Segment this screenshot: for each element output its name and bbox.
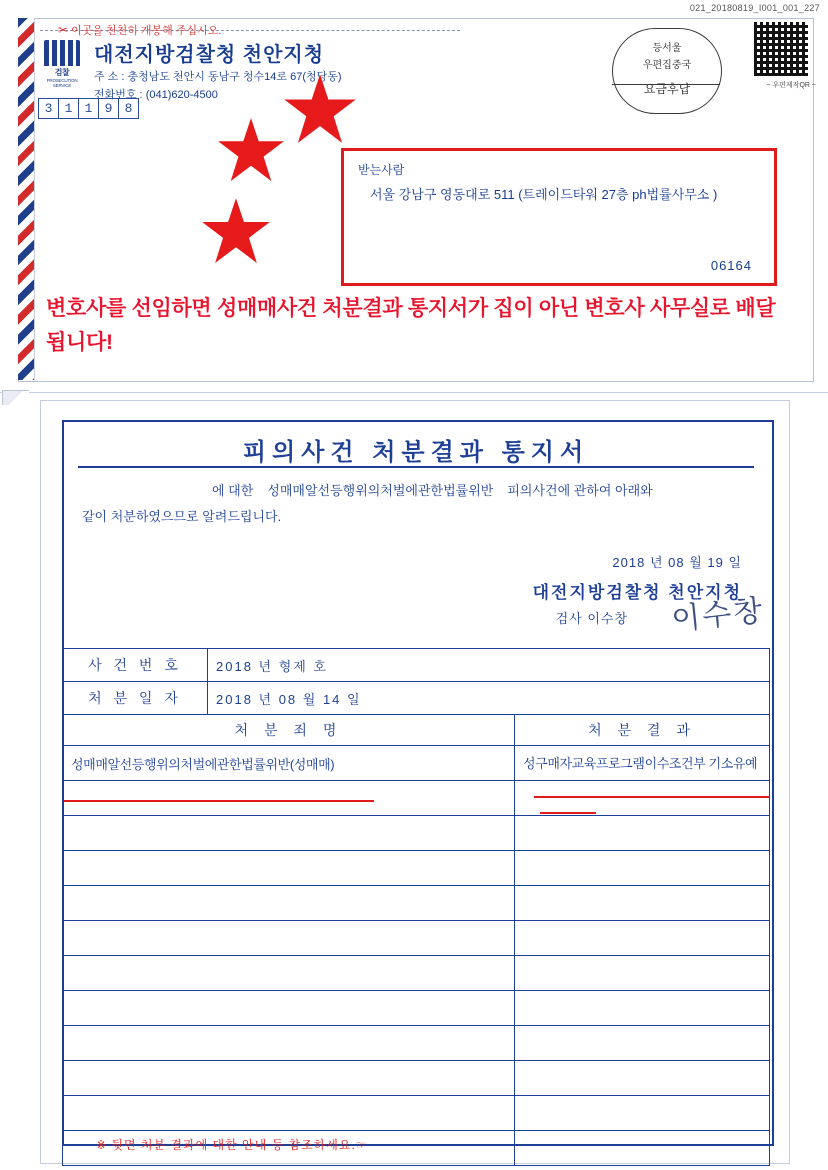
disposition-table — [62, 648, 770, 1166]
intro-line2: 같이 처분하였으므로 알려드립니다. — [82, 509, 282, 524]
case-number-label: 사 건 번 호 — [63, 649, 208, 682]
postmark-stamp — [612, 28, 722, 114]
table-row — [63, 1026, 770, 1061]
empty-cell — [63, 1026, 515, 1061]
disposal-date-label: 처 분 일 자 — [63, 682, 208, 715]
sender-office-name: 대전지방검찰청 천안지청 — [94, 44, 325, 66]
document-prosecutor: 검사 이수창 — [555, 611, 628, 626]
crime-name-cell: 성매매알선등행위의처벌에관한법률위반(성매매) — [63, 746, 515, 781]
table-row — [63, 746, 770, 781]
empty-cell — [515, 1026, 770, 1061]
empty-cell — [515, 956, 770, 991]
column-header-crime: 처 분 죄 명 — [63, 715, 515, 746]
postmark-line2: 우편집중국 — [642, 60, 692, 71]
table-header-row — [63, 715, 770, 746]
red-underline-result-2 — [540, 812, 596, 814]
document-intro — [82, 478, 754, 530]
table-row — [63, 781, 770, 816]
qr-caption: ~ 우편제작QR ~ — [766, 82, 816, 89]
sender-zipcode-boxes — [38, 98, 138, 119]
table-row — [63, 1061, 770, 1096]
red-annotation-text: 변호사를 선임하면 성매매사건 처분결과 통지서가 집이 아닌 변호사 사무실로 배달됩니다! — [46, 297, 776, 354]
empty-cell — [515, 1131, 770, 1166]
empty-cell — [63, 886, 515, 921]
recipient-title: 받는사람 — [358, 163, 405, 177]
column-header-result: 처 분 결 과 — [515, 715, 770, 746]
empty-cell — [515, 886, 770, 921]
empty-cell — [63, 1096, 515, 1131]
document-footnote: ※ 뒷면 처분 결과에 대한 안내 등 참조하세요.☞ — [96, 1138, 368, 1152]
empty-cell — [515, 851, 770, 886]
empty-cell — [515, 1061, 770, 1096]
scan-id-label: 021_20180819_I001_001_227 — [689, 3, 820, 13]
postmark-divider — [612, 84, 720, 85]
envelope-open-note: ✂ 이곳을 천천히 개봉해 주십시오. — [58, 23, 222, 37]
red-star-icon — [216, 116, 286, 184]
scissors-icon: ✂ — [58, 23, 69, 37]
table-row — [63, 886, 770, 921]
zip-digit: 9 — [98, 98, 119, 119]
empty-cell — [515, 816, 770, 851]
table-row — [63, 649, 770, 682]
postmark-line3: 요금후납 — [643, 82, 691, 96]
empty-cell — [515, 1096, 770, 1131]
sender-tel-line: 전화번호 : (041)620-4500 — [94, 89, 218, 101]
empty-cell — [63, 851, 515, 886]
empty-cell — [63, 1061, 515, 1096]
table-row — [63, 682, 770, 715]
qr-code-icon — [754, 22, 808, 76]
document-date: 2018 년 08 월 19 일 — [612, 555, 742, 570]
empty-cell — [63, 781, 515, 816]
zip-digit: 1 — [78, 98, 99, 119]
empty-cell — [515, 921, 770, 956]
empty-cell — [515, 991, 770, 1026]
postmark-line1: 등서울 — [652, 43, 682, 54]
prosecution-emblem-icon: 검찰 PROSECUTION SERVICE — [40, 40, 84, 90]
sender-address-line: 주 소 : 충청남도 천안시 동남구 청수14로 67(청당동) — [94, 71, 342, 83]
prosecutor-signature: 이수창 — [669, 594, 766, 637]
red-star-icon — [200, 196, 272, 266]
envelope-airmail-stripe — [18, 18, 35, 380]
table-row — [63, 816, 770, 851]
zip-digit: 8 — [118, 98, 139, 119]
intro-prefix: 에 대한 — [212, 483, 254, 498]
title-underline — [78, 466, 754, 468]
empty-cell — [63, 921, 515, 956]
intro-suffix: 피의사건에 관하여 아래와 — [507, 483, 653, 498]
torn-corner-mark — [2, 390, 29, 405]
recipient-address: 서울 강남구 영동대로 511 (트레이드타워 27층 ph법률사무소 ) — [370, 187, 718, 202]
table-row — [63, 1096, 770, 1131]
document-title: 피의사건 처분결과 통지서 — [242, 439, 590, 466]
page-separator — [0, 388, 828, 398]
table-row — [63, 956, 770, 991]
disposal-result-cell: 성구매자교육프로그램이수조건부 기소유예 — [515, 746, 770, 781]
document-office: 대전지방검찰청 천안지청 — [532, 583, 742, 602]
zip-digit: 3 — [38, 98, 59, 119]
table-row — [63, 991, 770, 1026]
table-row — [63, 921, 770, 956]
empty-cell — [63, 816, 515, 851]
recipient-zipcode: 06164 — [710, 258, 752, 273]
red-underline-crime — [64, 800, 374, 802]
empty-cell — [63, 991, 515, 1026]
red-star-icon — [282, 72, 358, 146]
intro-case-name: 성매매알선등행위의처벌에관한법률위반 — [267, 483, 494, 498]
table-row — [63, 851, 770, 886]
zip-digit: 1 — [58, 98, 79, 119]
empty-cell — [63, 956, 515, 991]
red-underline-result — [534, 796, 770, 798]
case-number-value: 2018 년 형제 호 — [208, 649, 770, 682]
disposal-date-value: 2018 년 08 월 14 일 — [208, 682, 770, 715]
recipient-box — [341, 148, 777, 286]
empty-cell — [515, 781, 770, 816]
